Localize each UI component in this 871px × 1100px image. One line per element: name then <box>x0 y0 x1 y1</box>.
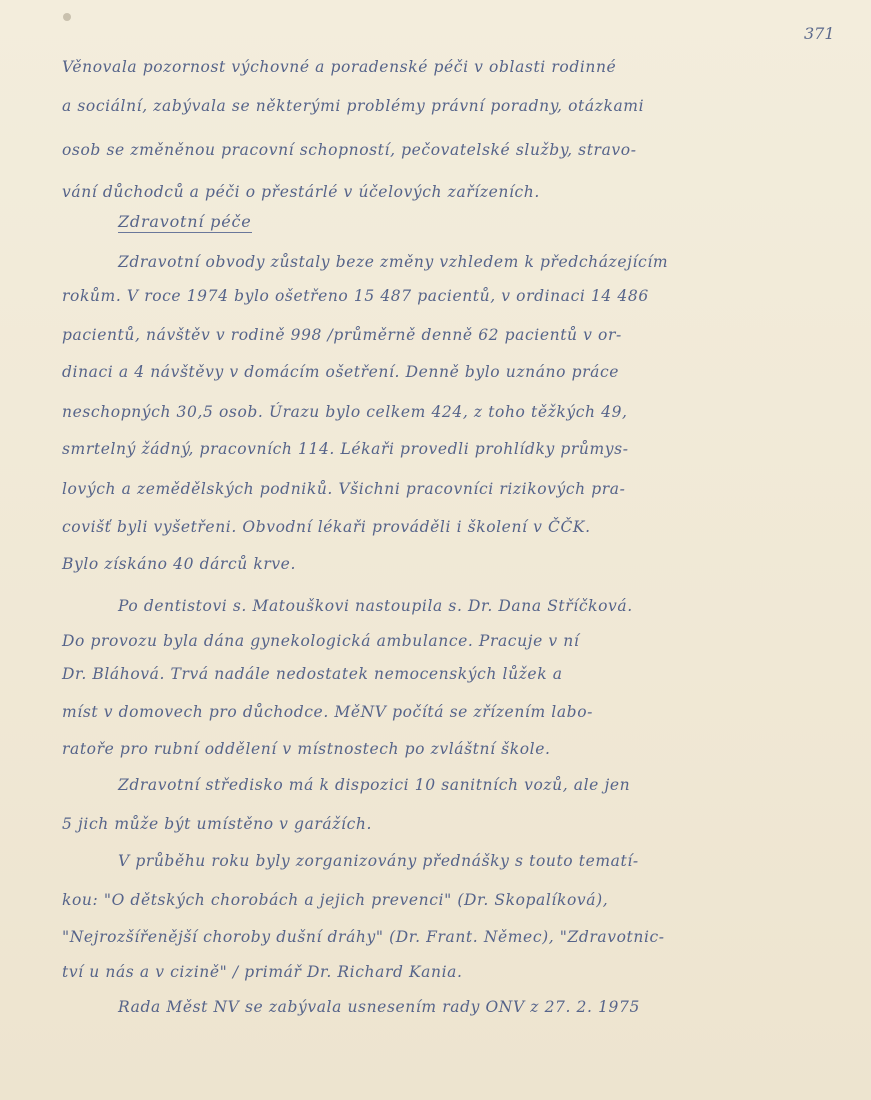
text-line: ratoře pro rubní oddělení v místnostech po zvláštní škole. <box>62 740 551 758</box>
text-line: neschopných 30,5 osob. Úrazu bylo celkem 424, z toho těžkých 49, <box>62 403 628 421</box>
text-line: Zdravotní obvody zůstaly beze změny vzhledem k předcházejícím <box>118 253 669 271</box>
page-number: 371 <box>804 24 835 43</box>
text-line: V průběhu roku byly zorganizovány přednášky s touto tematí- <box>118 852 639 870</box>
text-line: míst v domovech pro důchodce. MěNV počítá se zřízením labo- <box>62 703 593 721</box>
text-line: pacientů, návštěv v rodině 998 /průměrně denně 62 pacientů v or- <box>62 326 622 344</box>
text-line: kou: "O dětských chorobách a jejich prevenci" (Dr. Skopalíková), <box>62 891 609 909</box>
text-line: lových a zemědělských podniků. Všichni pracovníci rizikových pra- <box>62 480 626 498</box>
text-line: a sociální, zabývala se některými problémy právní poradny, otázkami <box>62 97 645 115</box>
text-line: osob se změněnou pracovní schopností, pečovatelské služby, stravo- <box>62 141 637 159</box>
text-line: Po dentistovi s. Matouškovi nastoupila s. Dr. Dana Stříčková. <box>118 597 633 615</box>
text-line: "Nejrozšířenější choroby dušní dráhy" (Dr. Frant. Němec), "Zdravotnic- <box>62 928 665 946</box>
text-line: Zdravotní středisko má k dispozici 10 sanitních vozů, ale jen <box>118 776 631 794</box>
text-line: Bylo získáno 40 dárců krve. <box>62 555 296 573</box>
punch-hole <box>63 13 71 21</box>
section-heading: Zdravotní péče <box>118 212 252 231</box>
text-line: tví u nás a v cizině" / primář Dr. Richard Kania. <box>62 963 463 981</box>
text-line: dinaci a 4 návštěvy v domácím ošetření. Denně bylo uznáno práce <box>62 363 620 381</box>
text-line: Dr. Bláhová. Trvá nadále nedostatek nemocenských lůžek a <box>62 665 563 683</box>
text-line: rokům. V roce 1974 bylo ošetřeno 15 487 pacientů, v ordinaci 14 486 <box>62 287 649 305</box>
text-line: smrtelný žádný, pracovních 114. Lékaři provedli prohlídky průmys- <box>62 440 629 458</box>
text-line: Do provozu byla dána gynekologická ambulance. Pracuje v ní <box>62 632 580 650</box>
text-line: Rada Měst NV se zabývala usnesením rady ONV z 27. 2. 1975 <box>118 998 640 1016</box>
text-line: Věnovala pozornost výchovné a poradenské péči v oblasti rodinné <box>62 58 617 76</box>
text-line: vání důchodců a péči o přestárlé v účelových zařízeních. <box>62 183 540 201</box>
text-line: 5 jich může být umístěno v garážích. <box>62 815 372 833</box>
text-line: covišť byli vyšetřeni. Obvodní lékaři prováděli i školení v ČČK. <box>62 518 591 536</box>
